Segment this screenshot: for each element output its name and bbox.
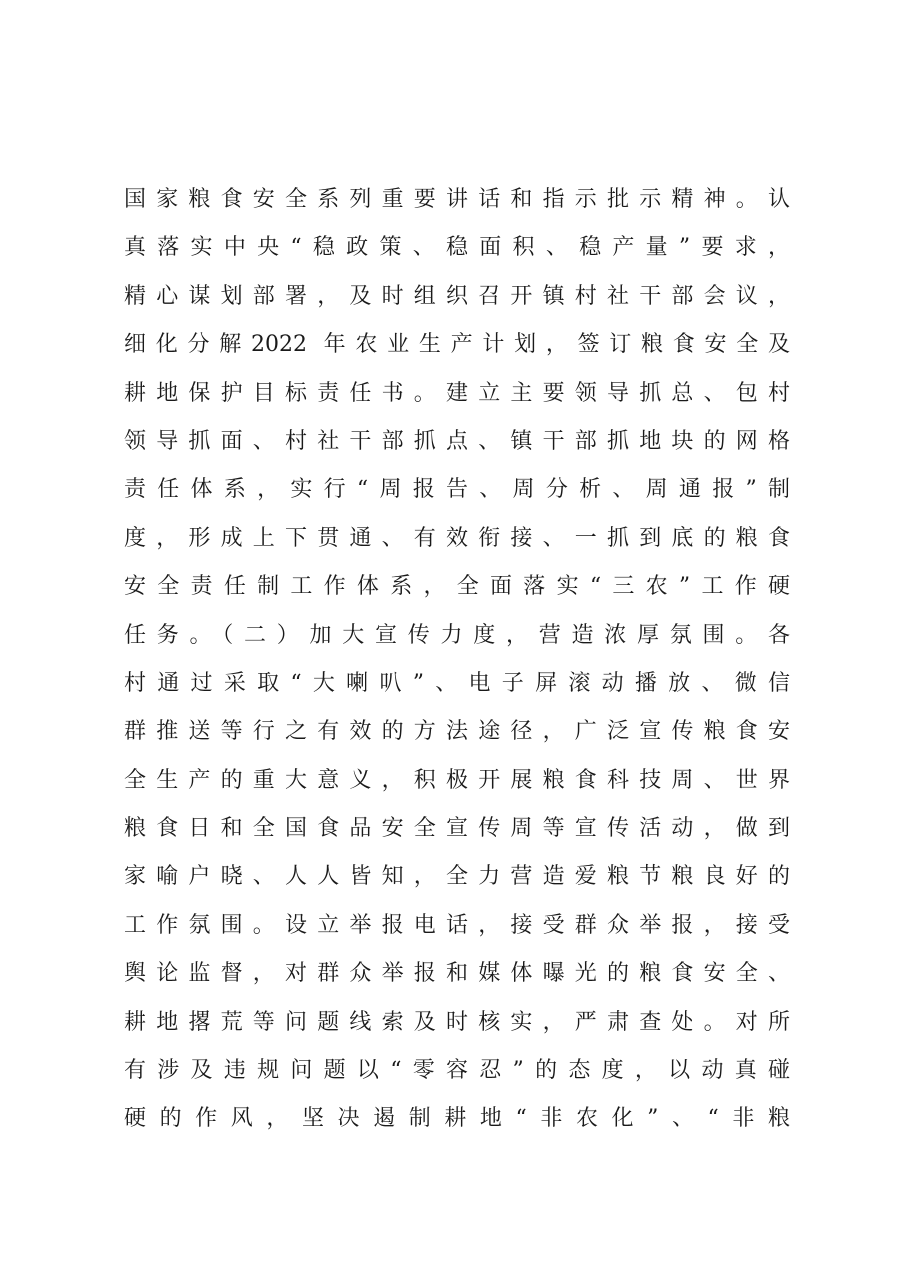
text-line-17: 舆论监督，对群众举报和媒体曝光的粮食安全、 — [124, 961, 790, 987]
text-line-8: 度，形成上下贯通、有效衔接、一抓到底的粮食 — [124, 525, 790, 551]
text-line-12: 群推送等行之有效的方法途径，广泛宣传粮食安 — [124, 719, 790, 745]
text-line-2: 真落实中央“稳政策、稳面积、稳产量”要求， — [124, 235, 790, 261]
text-line-5: 耕地保护目标责任书。建立主要领导抓总、包村 — [124, 380, 790, 406]
text-line-14: 粮食日和全国食品安全宣传周等宣传活动，做到 — [124, 816, 790, 842]
text-line-4: 细化分解2022 年农业生产计划，签订粮食安全及 — [124, 332, 790, 358]
text-line-7: 责任体系，实行“周报告、周分析、周通报”制 — [124, 477, 790, 503]
text-line-13: 全生产的重大意义，积极开展粮食科技周、世界 — [124, 767, 790, 793]
text-line-19: 有涉及违规问题以“零容忍”的态度，以动真碰 — [124, 1058, 790, 1084]
text-line-1: 国家粮食安全系列重要讲话和指示批示精神。认 — [124, 187, 790, 212]
text-line-9: 安全责任制工作体系，全面落实“三农”工作硬 — [124, 574, 790, 600]
text-line-15: 家喻户晓、人人皆知，全力营造爱粮节粮良好的 — [124, 864, 790, 890]
text-line-3: 精心谋划部署，及时组织召开镇村社干部会议， — [124, 283, 790, 309]
text-line-6: 领导抓面、村社干部抓点、镇干部抓地块的网格 — [124, 428, 790, 454]
text-line-16: 工作氛围。设立举报电话，接受群众举报，接受 — [124, 912, 790, 938]
text-line-18: 耕地撂荒等问题线索及时核实，严肃查处。对所 — [124, 1009, 790, 1035]
text-line-10: 任务。（二）加大宣传力度，营造浓厚氛围。各 — [124, 622, 790, 648]
body-text — [124, 176, 794, 1144]
text-line-11: 村通过采取“大喇叭”、电子屏滚动播放、微信 — [124, 670, 790, 696]
text-line-20: 硬的作风，坚决遏制耕地“非农化”、“非粮 — [124, 1106, 790, 1132]
